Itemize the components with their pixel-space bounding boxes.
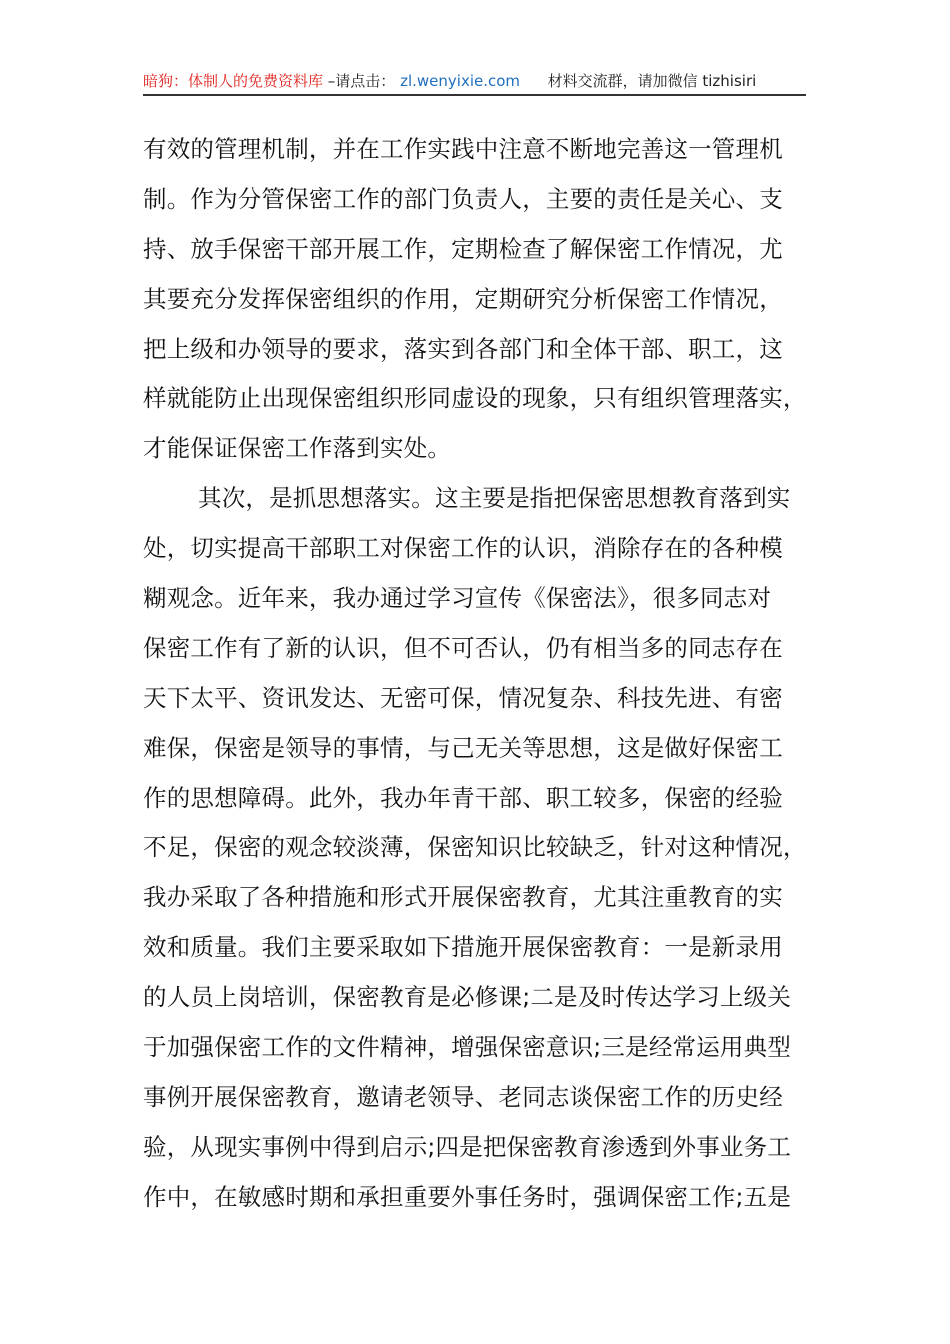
paragraph-start-line: 其次，是抓思想落实。这主要是指把保密思想教育落到实: [198, 484, 791, 513]
text-line: 作中，在敏感时期和承担重要外事任务时，强调保密工作;五是: [143, 1182, 792, 1211]
click-prompt: –请点击：: [327, 72, 396, 90]
text-line: 作的思想障碍。此外，我办年青干部、职工较多，保密的经验: [143, 783, 783, 812]
text-line: 保密工作有了新的认识，但不可否认，仍有相当多的同志存在: [143, 633, 783, 662]
text-line: 效和质量。我们主要采取如下措施开展保密教育：一是新录用: [143, 933, 783, 962]
text-line: 制。作为分管保密工作的部门负责人，主要的责任是关心、支: [143, 184, 783, 213]
text-line: 糊观念。近年来，我办通过学习宣传《保密法》，很多同志对: [143, 584, 772, 613]
document-body: [143, 125, 823, 1223]
site-link[interactable]: zl.wenyixie.com: [400, 72, 521, 90]
page-header: [143, 70, 806, 94]
text-line: 持、放手保密干部开展工作，定期检查了解保密工作情况，尤: [143, 234, 783, 263]
text-line: 难保，保密是领导的事情，与己无关等思想，这是做好保密工: [143, 733, 783, 762]
text-line: 处，切实提高干部职工对保密工作的认识，消除存在的各种模: [143, 534, 783, 563]
text-line: 的人员上岗培训，保密教育是必修课;二是及时传达学习上级关: [143, 983, 792, 1012]
group-note: 材料交流群，请加微信 tizhisiri: [547, 72, 757, 90]
text-line: 才能保证保密工作落到实处。: [143, 434, 452, 463]
text-line: 不足，保密的观念较淡薄，保密知识比较缺乏，针对这种情况，: [143, 833, 807, 862]
text-line: 样就能防止出现保密组织形同虚设的现象，只有组织管理落实，: [143, 384, 807, 413]
text-line: 天下太平、资讯发达、无密可保，情况复杂、科技先进、有密: [143, 683, 783, 712]
text-line: 把上级和办领导的要求，落实到各部门和全体干部、职工，这: [143, 334, 783, 363]
text-line: 有效的管理机制，并在工作实践中注意不断地完善这一管理机: [143, 135, 783, 163]
site-name: 暗狗：体制人的免费资料库: [143, 72, 324, 90]
text-line: 于加强保密工作的文件精神，增强保密意识;三是经常运用典型: [143, 1033, 792, 1062]
header-divider: [143, 94, 806, 96]
text-line: 事例开展保密教育，邀请老领导、老同志谈保密工作的历史经: [143, 1082, 783, 1111]
text-line: 我办采取了各种措施和形式开展保密教育，尤其注重教育的实: [143, 883, 783, 912]
text-line: 其要充分发挥保密组织的作用，定期研究分析保密工作情况，: [143, 284, 783, 313]
text-line: 验，从现实事例中得到启示;四是把保密教育渗透到外事业务工: [143, 1132, 792, 1161]
